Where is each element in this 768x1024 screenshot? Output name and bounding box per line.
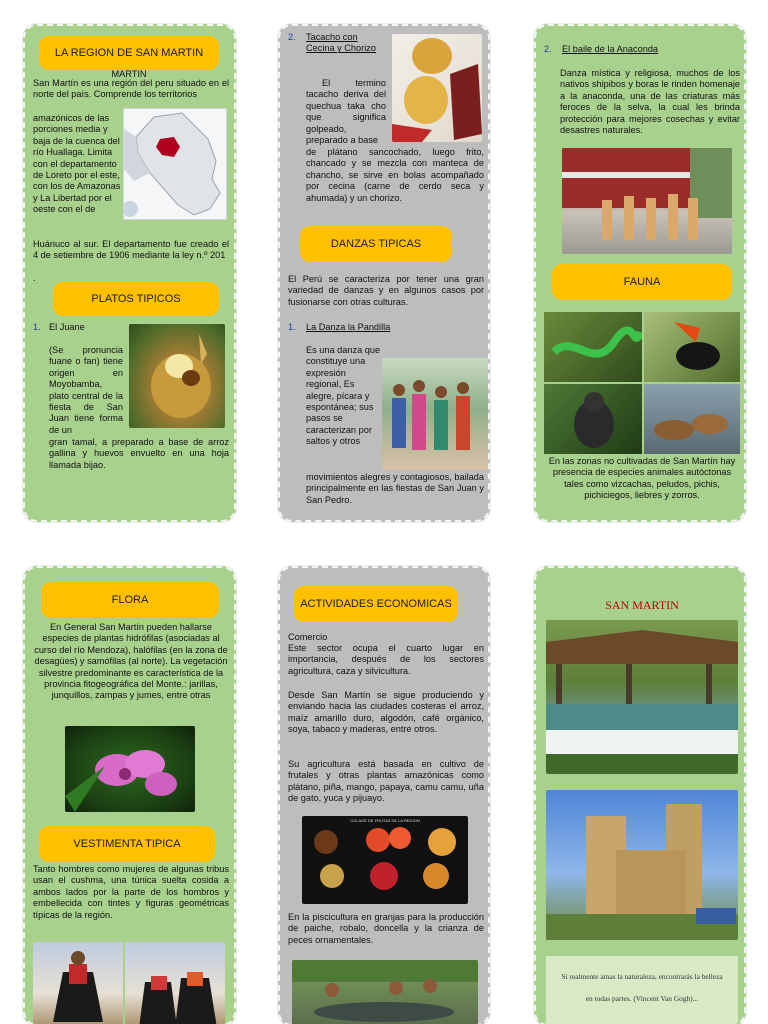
- vestimenta-image-1: [33, 942, 123, 1024]
- panel-region: [23, 24, 236, 522]
- orchid-image: [65, 726, 195, 812]
- juane-number: 1.: [33, 322, 41, 332]
- panel-actividades: [278, 566, 490, 1024]
- panel-portada: [534, 566, 746, 1024]
- region-heading-overflow: MARTIN: [111, 69, 147, 79]
- tacacho-text-bottom: de plátano sancochado, luego frito, chancado y se mezcla con manteca de chancho, se sirve en bolas acompañado por cecina (carne de cerdo seca y ahumada) y un chorizo.: [306, 147, 484, 203]
- pandilla-image: [382, 358, 490, 470]
- comercio-label: Comercio: [288, 632, 328, 642]
- region-intro-dot: .: [33, 273, 36, 283]
- region-intro-top: San Martín es una región del peru situado en el norte del país. Comprende los territorios: [33, 78, 229, 100]
- quote-line-2: en todas partes. (Vincent Van Gogh)...: [585, 994, 699, 1003]
- vestimenta-heading: VESTIMENTA TIPICA: [39, 826, 215, 862]
- vestimenta-image-2: [125, 942, 225, 1024]
- bird-image: [644, 312, 740, 382]
- platos-heading: PLATOS TIPICOS: [53, 282, 219, 316]
- region-heading: LA REGION DE SAN MARTIN: [39, 36, 219, 70]
- agricultura-text: Su agricultura está basada en cultivo de frutales y otras plantas amazónicas como plátano, piña, mango, papaya, camu camu, uña de gato, yuca y pijuayo.: [288, 759, 484, 804]
- produccion-text: Desde San Martín se sigue produciendo y enviando hacia las ciudades costeras el arroz, maíz amarillo duro, algodón, café orgánico, soya, tabaco y maderas, entre otros.: [288, 690, 484, 735]
- tacacho-text-left: El termino tacacho deriva del quechua taka cho que significa golpeado, preparado a base: [306, 78, 386, 146]
- paiche-image: [292, 960, 478, 1024]
- juane-text-bottom: gran tamal, a preparado a base de arroz gallina y huevos envuelto en una hoja llamada bijao.: [49, 437, 229, 470]
- quote-line-1: Si realmente amas la naturaleza, encontrarás la belleza: [561, 972, 723, 981]
- otters-image: [644, 384, 740, 454]
- panel-flora: [23, 566, 236, 1024]
- actividades-heading: ACTIVIDADES ECONOMICAS: [294, 586, 458, 622]
- pandilla-number: 1.: [288, 322, 296, 332]
- danzas-heading: DANZAS TIPICAS: [300, 226, 452, 262]
- waterfall-image: [546, 620, 738, 774]
- pandilla-text-bottom: movimientos alegres y contagiosos, bailada principalmente en las fiestas de San Juan y San Pedro.: [306, 472, 484, 505]
- castle-image: [546, 790, 738, 940]
- juane-image: [129, 324, 225, 428]
- fauna-heading: FAUNA: [552, 264, 732, 300]
- pandilla-text-left: Es una danza que constituye una expresión regional, Es alegre, pícara y espontánea; sus pasos se caracterizan por saltos y otros: [306, 345, 381, 447]
- panel-fauna: [534, 24, 746, 522]
- juane-title: El Juane: [49, 322, 85, 332]
- flora-heading: FLORA: [41, 582, 219, 618]
- comercio-text: Este sector ocupa el cuarto lugar en importancia, después de los sectores agricultura, caza y silvicultura.: [288, 643, 484, 676]
- van-gogh-quote: [546, 956, 738, 1024]
- portada-title: SAN MARTIN: [605, 598, 679, 612]
- pandilla-title: La Danza la Pandilla: [306, 322, 391, 332]
- anaconda-dance-image: [562, 148, 732, 254]
- anaconda-number: 2.: [544, 44, 552, 54]
- anaconda-text: Danza mística y religiosa, muchos de los nativos shipibos y boras le rinden homenaje a la anaconda, una de las criaturas más feroces de la selva, la cual les brinda protección para mejores cosechas y evitar desastres naturales.: [560, 68, 740, 136]
- fruits-collage-caption: COLAGE DE FRUTAS DE LA REGION: [350, 818, 420, 823]
- monkey-image: [544, 384, 642, 454]
- panel-danzas: [278, 24, 490, 522]
- peru-map-image: [123, 108, 227, 220]
- piscicultura-text: En la piscicultura en granjas para la producción de paiche, robalo, doncella y la crianza de peces ornamentales.: [288, 912, 484, 945]
- juane-text-left: (Se pronuncia fuane o fan) tiene origen en Moyobamba, plato central de la fiesta de San Juan tiene forma de un: [49, 345, 123, 435]
- fruits-collage-image: [302, 816, 468, 904]
- flora-text: En General San Martín pueden hallarse especies de plantas hidrófilas (asociadas al curso del río Mendoza), halófilas (en la zona de desagües) y samófilas (al norte). La vegetación silvestre predominante es característica de la provincia fitogeográfica del Monte.: jarillas, junquillos, zampas y jumes, entre otras: [34, 622, 228, 701]
- region-intro-bottom: Huánuco al sur. El departamento fue creado el 4 de setiembre de 1906 mediante la ley n.º 201: [33, 239, 229, 261]
- tacacho-number: 2.: [288, 32, 296, 42]
- tacacho-title: Tacacho con Cecina y Chorizo: [306, 32, 376, 54]
- tacacho-image: [392, 34, 482, 142]
- region-intro-left: amazónicos de las porciones media y baja de la cuenca del río Huallaga. Limita con el departamento de Loreto por el este, con los de Amazonas y La Libertad por el oeste con el de: [33, 113, 121, 215]
- anaconda-title: El baile de la Anaconda: [562, 44, 659, 54]
- snake-image: [544, 312, 642, 382]
- vestimenta-text: Tanto hombres como mujeres de algunas tribus usan el cushma, una túnica suelta cosida a ambos lados por la parte de los hombros y embellecida con tintes y figuras geométricas típicas de la región.: [33, 864, 229, 920]
- fauna-text: En las zonas no cultivadas de San Martín hay presencia de especies animales autóctonas tales como vizcachas, peludos, pichis, pichiciegos, liebres y zorros.: [548, 456, 736, 501]
- danzas-intro: El Perú se caracteriza por tener una gran variedad de danzas y en algunos casos por fusionarse con otras culturas.: [288, 274, 484, 307]
